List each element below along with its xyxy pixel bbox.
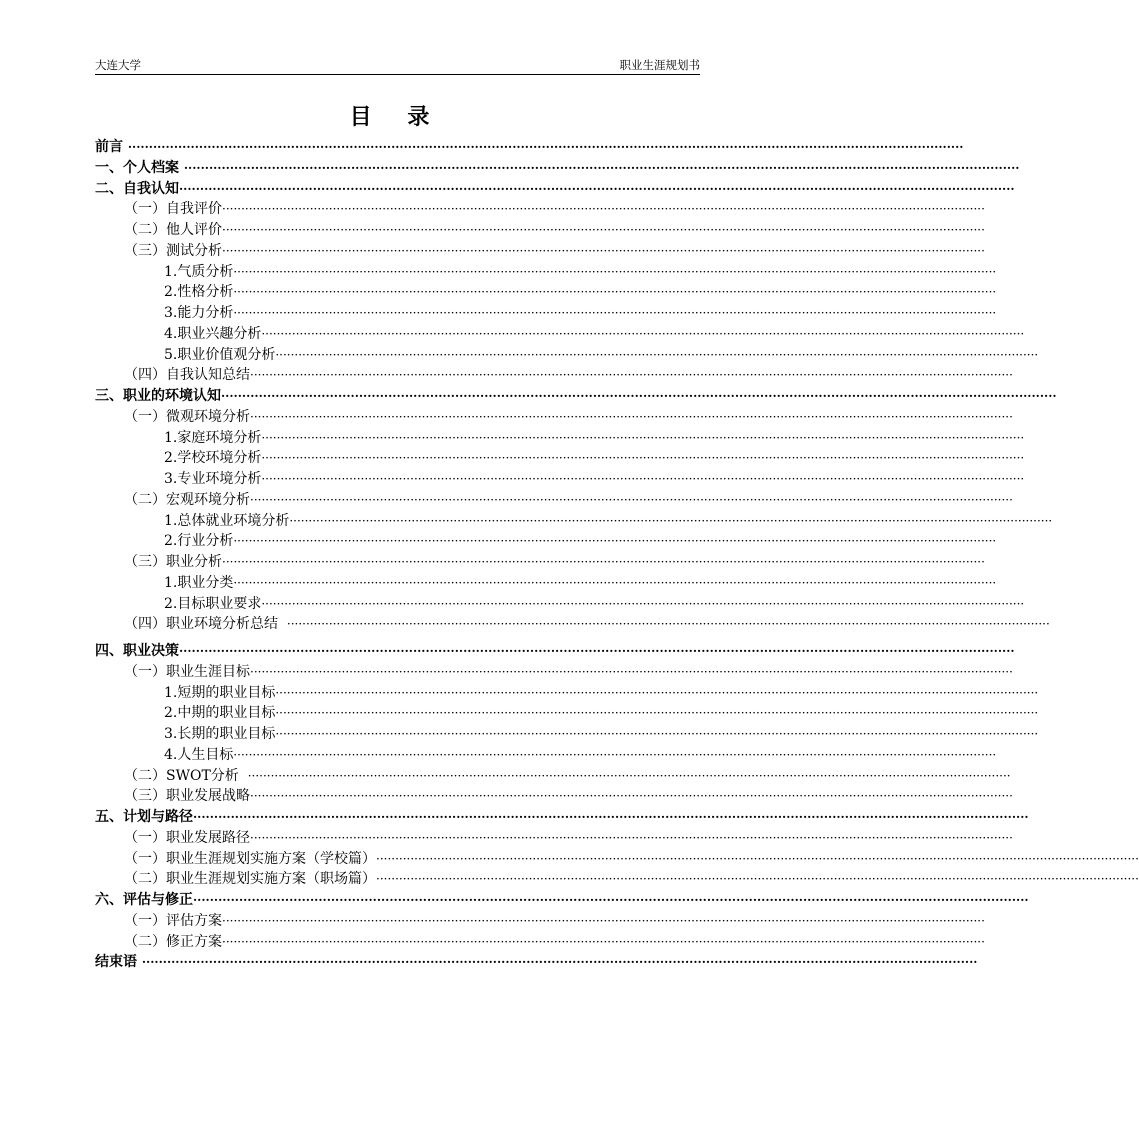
toc-entry[interactable] [124, 552, 985, 572]
toc-entry-label: 3.长期的职业目标 [164, 726, 276, 742]
toc-entry[interactable] [95, 137, 964, 157]
toc-entry-label: （一）职业生涯目标 [124, 663, 250, 680]
toc-leader-dots: ········································································································································································································ [275, 706, 1039, 721]
toc-entry[interactable] [95, 158, 1020, 178]
toc-entry-label: 三、职业的环境认知 [95, 388, 221, 404]
toc-entry[interactable] [164, 282, 997, 302]
toc-entry-label: 1.职业分类 [164, 574, 234, 591]
toc-entry-label: （四）职业环境分析总结 [124, 616, 287, 633]
toc-leader-dots: ········································································································································································································ [275, 347, 1039, 362]
toc-leader-dots: ········································································································································································································ [261, 451, 1025, 466]
toc-leader-dots: ········································································································································································································ [193, 810, 1029, 824]
header-university: 大连大学 [95, 58, 141, 72]
toc-entry[interactable] [124, 849, 1139, 869]
toc-leader-dots: ········································································································································································································ [250, 830, 1013, 845]
toc-leader-dots: ········································································································································································································ [233, 306, 997, 320]
toc-entry-label: 六、评估与修正 [95, 892, 193, 908]
toc-title: 目 录 [349, 104, 444, 130]
toc-entry-label: 五、计划与路径 [95, 809, 193, 825]
toc-entry-label: 前言 [95, 139, 128, 155]
toc-entry-label: （二）职业生涯规划实施方案（职场篇） [124, 871, 376, 888]
toc-entry[interactable] [124, 911, 985, 931]
toc-leader-dots: ········································································································································································································ [222, 202, 985, 217]
toc-entry-label: （三）测试分析 [124, 242, 222, 259]
toc-entry[interactable] [124, 766, 1011, 786]
toc-entry[interactable] [164, 594, 1025, 614]
toc-entry[interactable] [124, 220, 985, 240]
toc-entry-label: 2.中期的职业目标 [164, 705, 276, 722]
toc-leader-dots: ········································································································································································································ [183, 160, 1020, 175]
toc-leader-dots: ········································································································································································································ [222, 934, 985, 949]
toc-entry-label: （一）微观环境分析 [124, 408, 250, 425]
toc-leader-dots: ········································································································································································································ [222, 913, 985, 928]
toc-entry-label: （二）修正方案 [124, 933, 222, 950]
toc-entry-label: 4.职业兴趣分析 [164, 325, 262, 342]
toc-leader-dots: ········································································································································································································ [289, 513, 1053, 528]
toc-entry-label: 1.总体就业环境分析 [164, 512, 290, 529]
toc-entry[interactable] [95, 386, 1057, 406]
toc-leader-dots: ········································································································································································································ [275, 685, 1039, 700]
toc-entry[interactable] [124, 828, 1013, 848]
toc-leader-dots: ········································································································································································································ [179, 644, 1015, 658]
toc-entry-label: （一）自我评价 [124, 201, 222, 218]
toc-leader-dots: ········································································································································································································ [261, 430, 1025, 445]
toc-entry[interactable] [95, 952, 978, 972]
toc-entry-label: （四）自我认知总结 [124, 367, 250, 384]
toc-leader-dots: ········································································································································································································ [179, 181, 1015, 196]
toc-entry[interactable] [164, 345, 1039, 365]
toc-leader-dots: ········································································································································································································ [250, 492, 1013, 507]
toc-entry[interactable] [164, 262, 997, 282]
toc-entry-label: （三）职业发展战略 [124, 788, 250, 805]
toc-entry[interactable] [124, 662, 1013, 682]
toc-leader-dots: ········································································································································································································ [141, 955, 978, 970]
toc-entry[interactable] [164, 511, 1053, 531]
toc-entry-label: 二、自我认知 [95, 180, 179, 197]
toc-entry[interactable] [124, 932, 985, 952]
toc-entry-label: （二）宏观环境分析 [124, 491, 250, 508]
toc-leader-dots: ········································································································································································································ [233, 534, 997, 549]
toc-leader-dots: ········································································································································································································ [233, 285, 997, 300]
toc-entry[interactable] [124, 614, 1050, 634]
toc-entry[interactable] [124, 241, 985, 261]
toc-entry-label: 2.行业分析 [164, 533, 234, 550]
toc-entry-label: 2.性格分析 [164, 284, 234, 301]
toc-entry[interactable] [164, 703, 1039, 723]
toc-entry[interactable] [95, 807, 1029, 827]
toc-entry-label: （二）SWOT分析 [124, 767, 248, 784]
toc-entry-label: 4.人生目标 [164, 746, 234, 763]
toc-entry-label: （一）职业生涯规划实施方案（学校篇） [124, 850, 376, 867]
toc-entry[interactable] [124, 407, 1013, 427]
toc-entry[interactable] [164, 324, 1025, 344]
toc-entry-label: 1.短期的职业目标 [164, 684, 276, 701]
toc-entry-label: 一、个人档案 [95, 159, 184, 176]
toc-entry-label: 结束语 [95, 954, 142, 971]
toc-entry[interactable] [164, 303, 997, 323]
toc-leader-dots: ········································································································································································································ [261, 472, 1025, 486]
toc-leader-dots: ········································································································································································································ [250, 409, 1013, 424]
toc-entry[interactable] [164, 745, 997, 765]
toc-leader-dots: ········································································································································································································ [261, 326, 1025, 341]
toc-leader-dots: ········································································································································································································ [250, 664, 1013, 679]
toc-leader-dots: ········································································································································································································ [250, 368, 1013, 383]
toc-entry[interactable] [164, 531, 997, 551]
toc-leader-dots: ········································································································································································································ [233, 747, 997, 762]
toc-leader-dots: ········································································································································································································ [233, 575, 997, 590]
toc-leader-dots: ········································································································································································································ [376, 851, 1139, 866]
toc-entry-label: 3.能力分析 [164, 305, 234, 321]
header-doc-title: 职业生涯规划书 [619, 58, 700, 72]
toc-entry[interactable] [95, 890, 1029, 910]
toc-entry[interactable] [164, 683, 1039, 703]
toc-entry[interactable] [164, 469, 1025, 489]
toc-leader-dots: ········································································································································································································ [286, 617, 1050, 632]
toc-entry[interactable] [124, 490, 1013, 510]
toc-leader-dots: ········································································································································································································ [193, 893, 1029, 907]
toc-entry[interactable] [95, 641, 1015, 661]
toc-entry[interactable] [124, 869, 1139, 889]
toc-entry[interactable] [164, 573, 997, 593]
toc-entry-label: （二）他人评价 [124, 222, 222, 238]
toc-leader-dots: ········································································································································································································ [233, 264, 997, 279]
toc-entry-label: 2.目标职业要求 [164, 595, 262, 612]
toc-entry-label: 1.家庭环境分析 [164, 429, 262, 446]
toc-leader-dots: ········································································································································································································ [250, 789, 1013, 804]
toc-entry-label: （一）职业发展路径 [124, 829, 250, 846]
toc-leader-dots: ········································································································································································································ [247, 768, 1011, 783]
toc-entry[interactable] [124, 365, 1013, 385]
toc-entry[interactable] [124, 199, 985, 219]
toc-entry-label: 1.气质分析 [164, 263, 234, 280]
toc-leader-dots: ········································································································································································································ [221, 389, 1057, 403]
toc-entry[interactable] [164, 448, 1025, 468]
toc-entry[interactable] [124, 786, 1013, 806]
toc-entry-label: （三）职业分析 [124, 554, 222, 570]
toc-entry-label: 2.学校环境分析 [164, 450, 262, 467]
toc-entry-label: 3.专业环境分析 [164, 471, 262, 487]
toc-entry-label: （一）评估方案 [124, 912, 222, 929]
toc-leader-dots: ········································································································································································································ [222, 555, 985, 569]
toc-entry-label: 5.职业价值观分析 [164, 346, 276, 363]
toc-leader-dots: ········································································································································································································ [376, 872, 1139, 887]
toc-entry[interactable] [164, 724, 1039, 744]
toc-leader-dots: ········································································································································································································ [222, 223, 985, 237]
toc-leader-dots: ········································································································································································································ [127, 140, 964, 154]
toc-leader-dots: ········································································································································································································ [222, 243, 985, 258]
toc-entry[interactable] [95, 179, 1015, 199]
toc-entry[interactable] [164, 428, 1025, 448]
toc-leader-dots: ········································································································································································································ [275, 727, 1039, 741]
toc-leader-dots: ········································································································································································································ [261, 596, 1025, 611]
toc-entry-label: 四、职业决策 [95, 643, 179, 659]
